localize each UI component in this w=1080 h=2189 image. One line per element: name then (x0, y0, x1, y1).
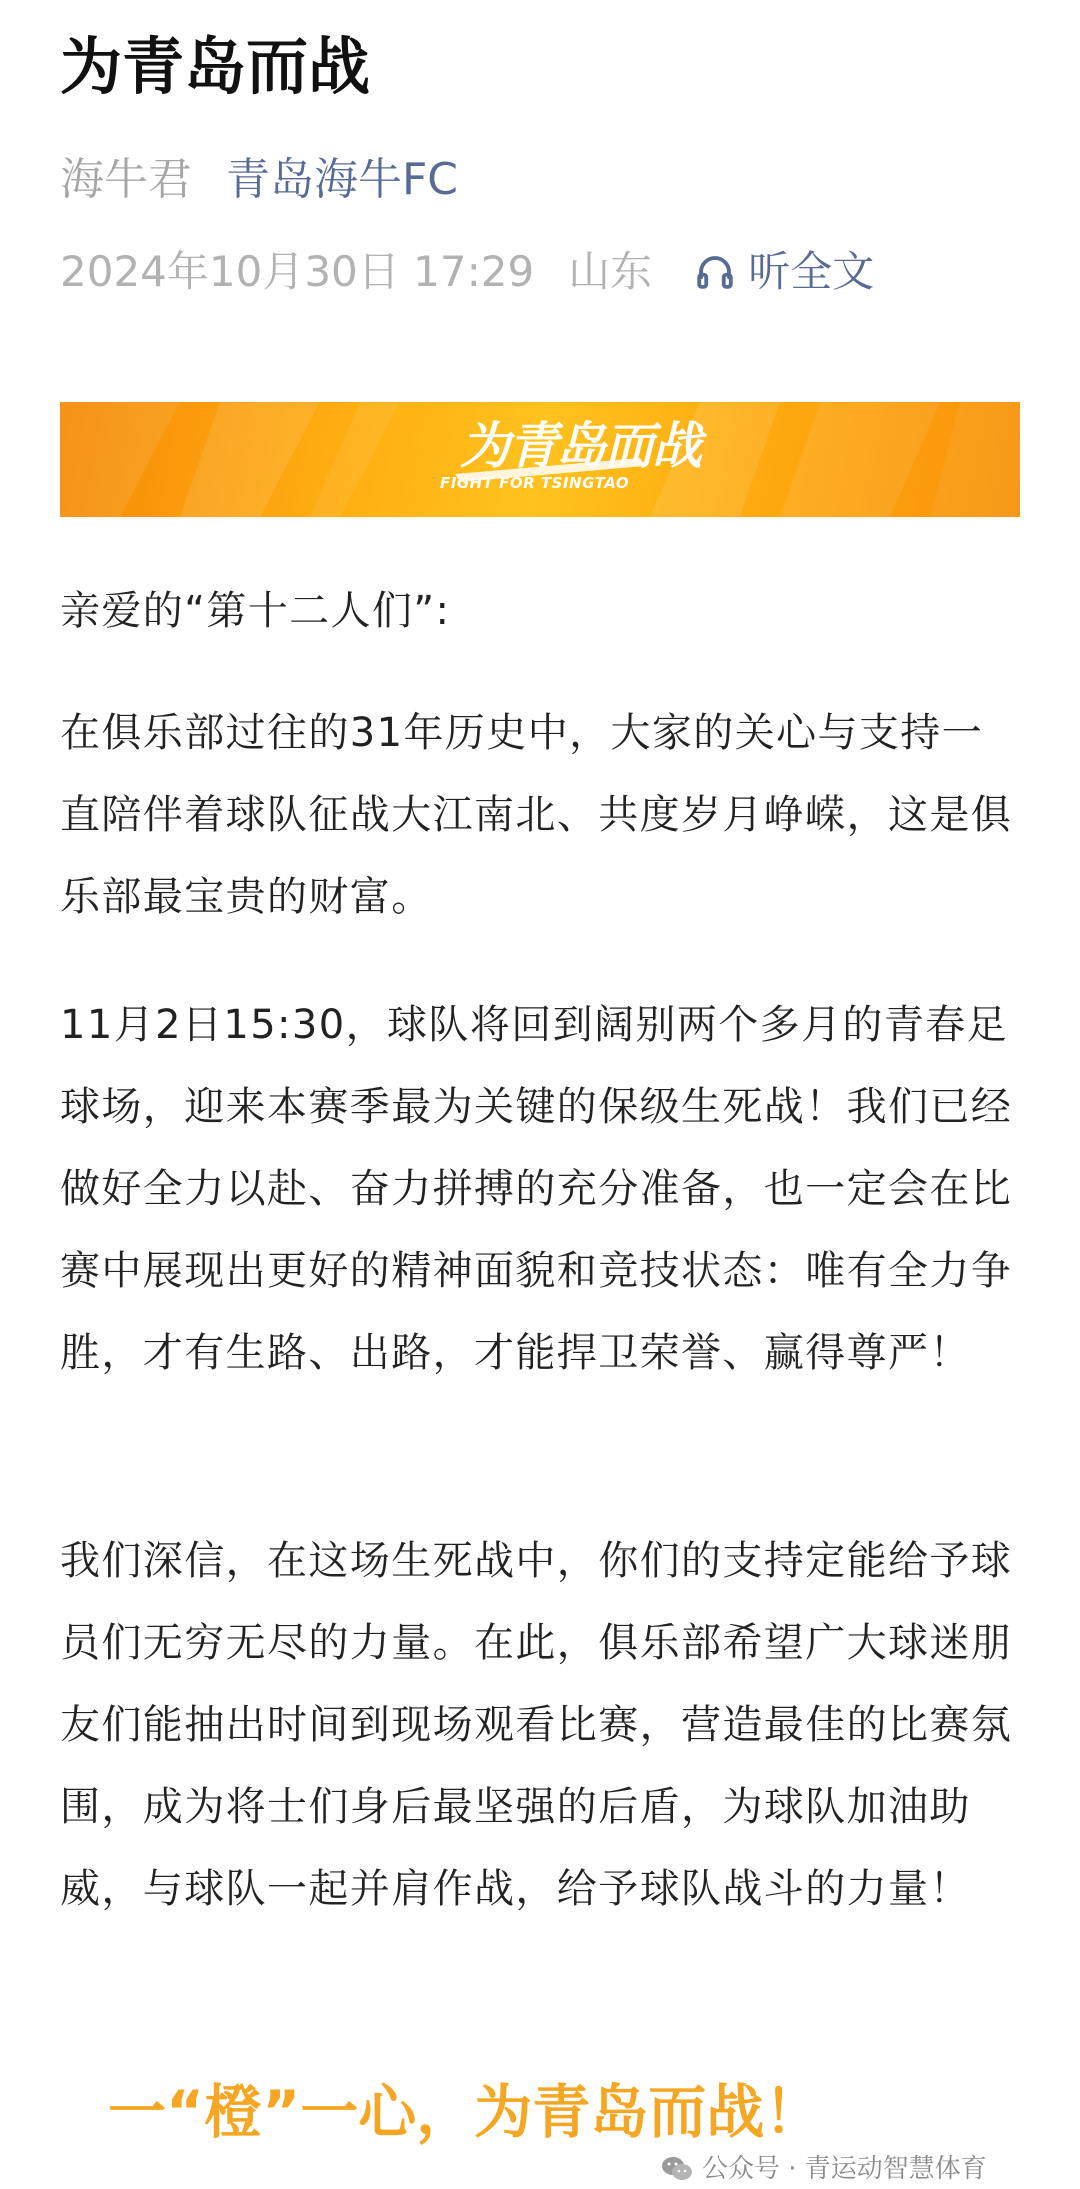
closing-slogan: 一“橙”一心，为青岛而战！ (108, 2078, 823, 2146)
publish-datetime: 2024年10月30日 17:29 (60, 247, 535, 296)
body-paragraph-2: 11月2日15:30，球队将回到阔别两个多月的青春足球场，迎来本赛季最为关键的保级生死战！我们已经做好全力以赴、奋力拼搏的充分准备，也一定会在比赛中展现出更好的精神面貌和竞技状态：唯有全力争胜，才有生路、出路，才能捍卫荣誉、赢得尊严！ (60, 1002, 1013, 1376)
article-title: 为青岛而战 (60, 30, 371, 103)
article-meta (60, 242, 874, 302)
banner-title: 为青岛而战 (460, 417, 700, 475)
listen-label: 听全文 (748, 247, 875, 296)
wechat-icon (660, 2154, 694, 2184)
publish-location: 山东 (568, 247, 653, 296)
body-paragraph-1: 在俱乐部过往的31年历史中，大家的关心与支持一直陪伴着球队征战大江南北、共度岁月峥嵘，这是俱乐部最宝贵的财富。 (60, 710, 1013, 920)
source-watermark (660, 2152, 987, 2186)
account-link[interactable]: 青岛海牛FC (226, 154, 459, 205)
banner-subtitle: FIGHT FOR TSINGTAO (440, 474, 630, 492)
listen-button[interactable] (694, 242, 874, 302)
author-name: 海牛君 (60, 154, 192, 205)
article-byline (60, 150, 458, 210)
headphone-icon (694, 251, 736, 293)
body-paragraph-3: 我们深信，在这场生死战中，你们的支持定能给予球员们无穷无尽的力量。在此，俱乐部希望广大球迷朋友们能抽出时间到现场观看比赛，营造最佳的比赛氛围，成为将士们身后最坚强的后盾，为球队加油助威，与球队一起并肩作战，给予球队战斗的力量！ (60, 1538, 1013, 1912)
greeting-paragraph: 亲爱的“第十二人们”: (60, 588, 451, 634)
header-banner (60, 402, 1020, 517)
watermark-text: 公众号 · 青运动智慧体育 (702, 2154, 987, 2184)
